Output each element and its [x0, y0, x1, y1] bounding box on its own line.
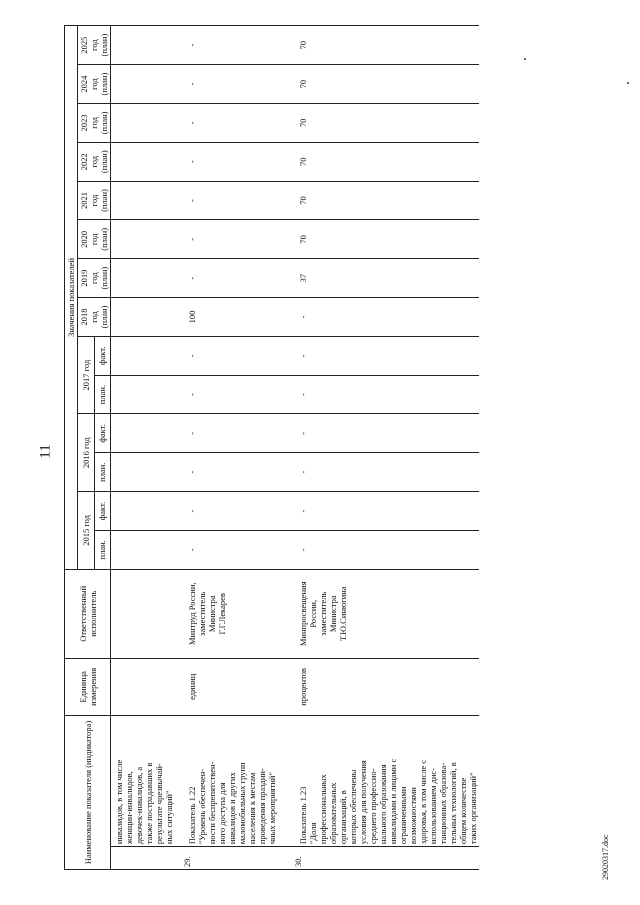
row-number: 30. — [292, 847, 479, 870]
value-cell: - — [181, 181, 292, 220]
header-plan-2015: план. — [94, 530, 111, 569]
rotated-table-page — [64, 25, 600, 870]
value-cell: 70 — [292, 181, 479, 220]
header-year-2015: 2015 год — [78, 492, 95, 570]
value-cell: - — [181, 142, 292, 181]
header-year-2021: 2021 год (план) — [78, 181, 111, 220]
indicator-name: Показатель 1.23 "Доля профессиональных образовательных организаций, в которых обеспечены условия для получения среднего профессио- нального образования инвалидами и лицами с ограниченными возможностями здоровья, в том числе с использованием дис- танционных образова- тельных технологий, в общем количестве таких организаций" — [292, 715, 479, 846]
value-cell: 70 — [292, 142, 479, 181]
value-cell: - — [181, 220, 292, 259]
scan-speck — [627, 82, 629, 84]
table-row — [181, 26, 292, 870]
header-responsible: Ответственный исполнитель — [65, 569, 111, 658]
header-unit: Единица измерения — [65, 658, 111, 715]
value-cell: - — [181, 65, 292, 104]
header-fact-2016: факт. — [94, 414, 111, 453]
header-year-2018: 2018 год (план) — [78, 298, 111, 337]
row-number: 29. — [181, 847, 292, 870]
value-cell: - — [181, 259, 292, 298]
value-cell: - — [292, 453, 479, 492]
value-cell: 70 — [292, 103, 479, 142]
responsible — [111, 569, 182, 658]
value-cell: - — [181, 453, 292, 492]
header-year-2019: 2019 год (план) — [78, 259, 111, 298]
header-name: Наименование показателя (индикатора) — [65, 715, 111, 869]
page-number: 11 — [37, 444, 54, 459]
value-cell: 37 — [292, 259, 479, 298]
responsible: Минпросвещения России, заместитель Министра Т.Ю.Синюгина — [292, 569, 479, 658]
value-cell: 70 — [292, 26, 479, 65]
unit: единиц — [181, 658, 292, 715]
header-year-2016: 2016 год — [78, 414, 95, 492]
value-cell: - — [292, 414, 479, 453]
header-year-2020: 2020 год (план) — [78, 220, 111, 259]
value-cell: - — [181, 530, 292, 569]
header-fact-2015: факт. — [94, 492, 111, 531]
value-cell: - — [292, 298, 479, 337]
value-cell: - — [292, 492, 479, 531]
value-cell: - — [292, 375, 479, 414]
value-cell: - — [181, 103, 292, 142]
header-year-2025: 2025 год (план) — [78, 26, 111, 65]
value-cell: - — [292, 336, 479, 375]
header-plan-2017: план. — [94, 375, 111, 414]
value-cell: 70 — [292, 220, 479, 259]
value-cell: 70 — [292, 65, 479, 104]
value-cell: - — [292, 530, 479, 569]
value-cell: 100 — [181, 298, 292, 337]
table-row — [111, 26, 182, 870]
table-row — [292, 26, 479, 870]
header-year-2024: 2024 год (план) — [78, 65, 111, 104]
header-values-group: Значения показателей — [65, 26, 78, 570]
file-name: 29020317.doc — [601, 834, 610, 880]
indicators-table — [64, 25, 479, 870]
header-year-2022: 2022 год (план) — [78, 142, 111, 181]
indicator-name: Показатель 1.22 "Уровень обеспечен- ности беспрепятствен- ного доступа для инвалидов и других маломобильных групп населения к местам проведения праздни- чных мероприятий" — [181, 715, 292, 846]
header-year-2017: 2017 год — [78, 336, 95, 414]
header-year-2023: 2023 год (план) — [78, 103, 111, 142]
row-number — [111, 847, 182, 870]
value-cell: - — [181, 492, 292, 531]
indicator-name: инвалидов, в том числе женщин-инвалидов, девочек-инвалидов, а также пострадавших в результате чрезвычай- ных ситуаций" — [111, 715, 182, 846]
unit — [111, 658, 182, 715]
header-plan-2016: план. — [94, 453, 111, 492]
value-cell: - — [181, 414, 292, 453]
value-cell: - — [181, 26, 292, 65]
value-cell: - — [181, 375, 292, 414]
unit: процентов — [292, 658, 479, 715]
responsible: Минтруд России, заместитель Министра Г.Г.Лекарев — [181, 569, 292, 658]
header-fact-2017: факт. — [94, 336, 111, 375]
value-cell: - — [181, 336, 292, 375]
